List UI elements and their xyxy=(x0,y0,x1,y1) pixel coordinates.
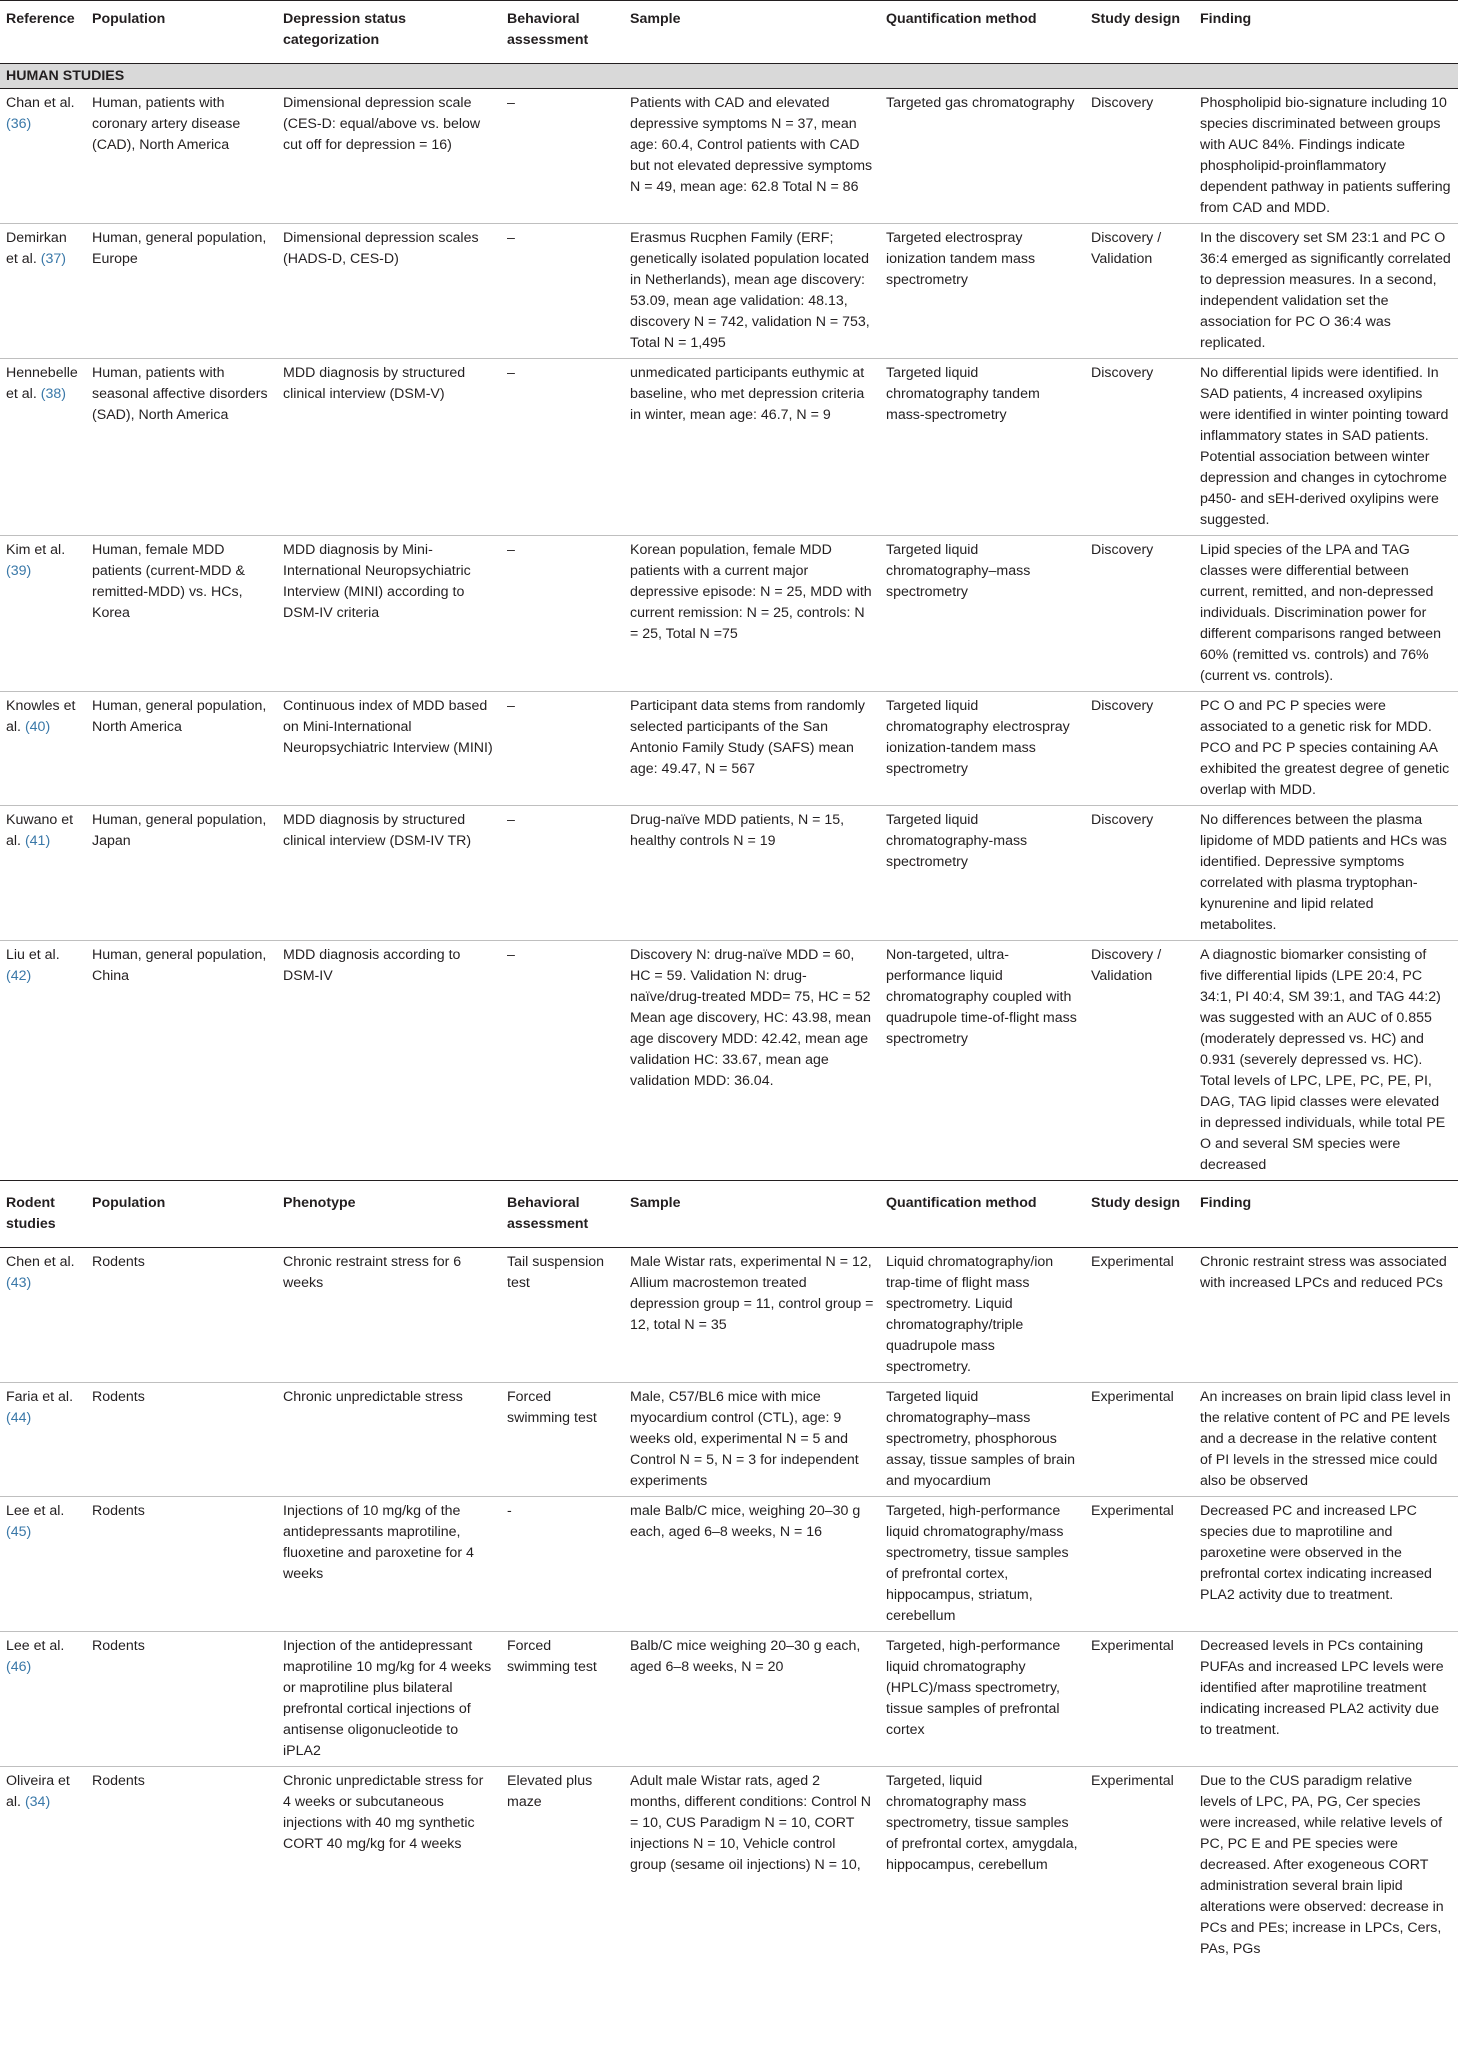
table-row xyxy=(0,536,1458,692)
cell-behavioral: - xyxy=(501,1497,624,1632)
table-row xyxy=(0,359,1458,536)
cell-author: Lee et al. xyxy=(6,1503,65,1519)
cell-categorization: Continuous index of MDD based on Mini-International Neuropsychiatric Interview (MINI) xyxy=(277,692,501,806)
cell-finding: PC O and PC P species were associated to a genetic risk for MDD. PCO and PC P species containing AA exhibited the greatest degree of genetic overlap with MDD. xyxy=(1194,692,1458,806)
cell-author: Demirkan et al. xyxy=(6,230,67,267)
cell-method: Targeted liquid chromatography–mass spectrometry xyxy=(880,536,1085,692)
cell-reference xyxy=(0,536,86,692)
table-row xyxy=(0,1248,1458,1383)
col-header-rodent-behavioral: Behavioral assessment xyxy=(501,1181,624,1248)
cell-sample: Male Wistar rats, experimental N = 12, Allium macrostemon treated depression group = 11, control group = 12, total N = 35 xyxy=(624,1248,880,1383)
cell-sample: Adult male Wistar rats, aged 2 months, different conditions: Control N = 10, CUS Paradigm N = 10, CORT injections N = 10, Vehicle control group (sesame oil injections) N = 10, xyxy=(630,1773,872,1873)
cell-sample: Patients with CAD and elevated depressive symptoms N = 37, mean age: 60.4, Control patients with CAD but not elevated depressive symptoms N = 49, mean age: 62.8 Total N = 86 xyxy=(624,89,880,224)
cell-method: Non-targeted, ultra-performance liquid chromatography coupled with quadrupole time-of-flight mass spectrometry xyxy=(886,947,1077,1047)
cell-sample: Male, C57/BL6 mice with mice myocardium control (CTL), age: 9 weeks old, experimental N = 5 and Control N = 5, N = 3 for independent experiments xyxy=(624,1383,880,1497)
cell-method: Targeted gas chromatography xyxy=(880,89,1085,224)
cell-behavioral: – xyxy=(501,806,624,941)
col-header-behavioral: Behavioral assessment xyxy=(501,1,624,64)
citation-link[interactable]: (42) xyxy=(6,968,32,984)
citation-link[interactable]: (45) xyxy=(6,1524,32,1540)
cell-categorization: Injection of the antidepressant maprotiline 10 mg/kg for 4 weeks or maprotiline plus bilateral prefrontal cortical injections of antisense oligonucleotide to iPLA2 xyxy=(277,1632,501,1767)
cell-population: Human, patients with coronary artery disease (CAD), North America xyxy=(86,89,277,224)
cell-author: Chan et al. xyxy=(6,95,75,111)
cell-population: Human, general population, Japan xyxy=(86,806,277,941)
cell-finding: Phospholipid bio-signature including 10 species discriminated between groups with AUC 84%. Findings indicate phospholipid-proinflammatory dependent pathway in patients suffering from CAD and MDD. xyxy=(1194,89,1458,224)
cell-method: Liquid chromatography/ion trap-time of flight mass spectrometry. Liquid chromatography/triple quadrupole mass spectrometry. xyxy=(880,1248,1085,1383)
citation-link[interactable]: (44) xyxy=(6,1410,32,1426)
cell-categorization: Dimensional depression scale (CES-D: equal/above vs. below cut off for depression = 16) xyxy=(277,89,501,224)
cell-behavioral: – xyxy=(501,224,624,359)
cell-method: Targeted liquid chromatography electrospray ionization-tandem mass spectrometry xyxy=(880,692,1085,806)
cell-behavioral: – xyxy=(507,947,515,963)
cell-design: Discovery xyxy=(1085,536,1194,692)
cell-population: Rodents xyxy=(86,1248,277,1383)
cell-population: Human, patients with seasonal affective disorders (SAD), North America xyxy=(86,359,277,536)
cell-behavioral: Forced swimming test xyxy=(501,1632,624,1767)
cell-finding: No differences between the plasma lipidome of MDD patients and HCs was identified. Depressive symptoms correlated with plasma tryptophan-kynurenine and lipid related metabolites. xyxy=(1194,806,1458,941)
cell-finding: Due to the CUS paradigm relative levels of LPC, PA, PG, Cer species were increased, while relative levels of PC, PC E and PE species were decreased. After exogeneous CORT administration several brain lipid alterations were observed: decrease in PCs and PEs; increase in LPCs, Cers, PAs, PGs xyxy=(1200,1773,1444,1957)
citation-link[interactable]: (40) xyxy=(24,719,51,735)
cell-design: Experimental xyxy=(1085,1383,1194,1497)
cell-sample: Participant data stems from randomly selected participants of the San Antonio Family Study (SAFS) mean age: 49.47, N = 567 xyxy=(624,692,880,806)
table-row xyxy=(0,1383,1458,1497)
cell-population: Human, general population, North America xyxy=(86,692,277,806)
cell-categorization: Injections of 10 mg/kg of the antidepressants maprotiline, fluoxetine and paroxetine for 4 weeks xyxy=(277,1497,501,1632)
cell-author: Lee et al. xyxy=(6,1638,65,1654)
cell-reference xyxy=(0,806,86,941)
cell-sample: Drug-naïve MDD patients, N = 15, healthy controls N = 19 xyxy=(624,806,880,941)
table-row xyxy=(0,941,1458,1181)
col-header-rodent-method: Quantification method xyxy=(880,1181,1085,1248)
cell-behavioral: Elevated plus maze xyxy=(507,1773,593,1810)
cell-method: Targeted, high-performance liquid chromatography/mass spectrometry, tissue samples of prefrontal cortex, hippocampus, striatum, cerebellum xyxy=(880,1497,1085,1632)
cell-author: Faria et al. xyxy=(6,1389,74,1405)
cell-design: Discovery xyxy=(1085,806,1194,941)
cell-population: Human, general population, China xyxy=(92,947,267,984)
section-row-human xyxy=(0,64,1458,89)
cell-sample: Erasmus Rucphen Family (ERF; genetically isolated population located in Netherlands), mean age discovery: 53.09, mean age validation: 48.13, discovery N = 742, validation N = 753, Total N = 1,495 xyxy=(624,224,880,359)
cell-finding: An increases on brain lipid class level in the relative content of PC and PE levels and a decrease in the relative content of PI levels in the stressed mice could also be observed xyxy=(1194,1383,1458,1497)
cell-reference xyxy=(0,1632,86,1767)
cell-behavioral: – xyxy=(501,536,624,692)
section-label: HUMAN STUDIES xyxy=(0,64,1458,89)
col-header-rodent-studies: Rodent studies xyxy=(0,1181,86,1248)
cell-reference xyxy=(0,1497,86,1632)
cell-method: Targeted liquid chromatography tandem mass-spectrometry xyxy=(880,359,1085,536)
cell-behavioral: Tail suspension test xyxy=(501,1248,624,1383)
cell-finding: Decreased PC and increased LPC species due to maprotiline and paroxetine were observed in the prefrontal cortex indicating increased PLA2 activity due to treatment. xyxy=(1194,1497,1458,1632)
cell-behavioral: – xyxy=(501,692,624,806)
citation-link[interactable]: (38) xyxy=(40,386,66,402)
cell-finding: A diagnostic biomarker consisting of five differential lipids (LPE 20:4, PC 34:1, PI 40:4, SM 39:1, and TAG 44:2) was suggested with an AUC of 0.855 (moderately depressed vs. HC) and 0.931 (severely depressed vs. HC). Total levels of LPC, LPE, PC, PE, PI, DAG, TAG lipid classes were elevated in depressed individuals, while total PE O and several SM species were decreased xyxy=(1200,947,1446,1173)
cell-author: Chen et al. xyxy=(6,1254,75,1270)
cell-sample: unmedicated participants euthymic at baseline, who met depression criteria in winter, mean age: 46.7, N = 9 xyxy=(624,359,880,536)
citation-link[interactable]: (43) xyxy=(6,1275,32,1291)
cell-categorization: Dimensional depression scales (HADS-D, CES-D) xyxy=(277,224,501,359)
cell-categorization: MDD diagnosis by Mini-International Neuropsychiatric Interview (MINI) according to DSM-IV criteria xyxy=(277,536,501,692)
table-row xyxy=(0,692,1458,806)
cell-author: Hennebelle et al. xyxy=(6,365,78,402)
cell-author: Kuwano et al. xyxy=(6,812,74,849)
col-header-population: Population xyxy=(86,1,277,64)
cell-finding: No differential lipids were identified. In SAD patients, 4 increased oxylipins were identified in winter pointing toward inflammatory states in SAD patients. Potential association between winter depression and changes in cytochrome p450- and sEH-derived oxylipins were suggested. xyxy=(1194,359,1458,536)
citation-link[interactable]: (34) xyxy=(24,1794,51,1810)
col-header-rodent-population: Population xyxy=(86,1181,277,1248)
cell-method: Targeted liquid chromatography–mass spectrometry, phosphorous assay, tissue samples of brain and myocardium xyxy=(880,1383,1085,1497)
col-header-rodent-finding: Finding xyxy=(1194,1181,1458,1248)
citation-link[interactable]: (39) xyxy=(6,563,32,579)
col-header-design: Study design xyxy=(1085,1,1194,64)
citation-link[interactable]: (37) xyxy=(40,251,66,267)
cell-population: Rodents xyxy=(92,1773,145,1789)
cell-author: Liu et al. xyxy=(6,947,60,963)
col-header-rodent-sample: Sample xyxy=(624,1181,880,1248)
table-row xyxy=(0,1767,1458,1965)
cell-categorization: Chronic unpredictable stress for 4 weeks or subcutaneous injections with 40 mg synthetic CORT 40 mg/kg for 4 weeks xyxy=(283,1773,484,1852)
cell-categorization: MDD diagnosis according to DSM-IV xyxy=(283,947,461,984)
cell-reference xyxy=(0,1248,86,1383)
rodent-header-row xyxy=(0,1181,1458,1248)
col-header-rodent-design: Study design xyxy=(1085,1181,1194,1248)
cell-categorization: Chronic restraint stress for 6 weeks xyxy=(277,1248,501,1383)
cell-finding: In the discovery set SM 23:1 and PC O 36:4 emerged as significantly correlated to depression measures. In a second, independent validation set the association for PC O 36:4 was replicated. xyxy=(1194,224,1458,359)
cell-design: Discovery xyxy=(1085,692,1194,806)
cell-sample: Korean population, female MDD patients with a current major depressive episode: N = 25, MDD with current remission: N = 25, controls: N = 25, Total N =75 xyxy=(624,536,880,692)
citation-link[interactable]: (46) xyxy=(6,1659,32,1675)
col-header-finding: Finding xyxy=(1194,1,1458,64)
col-header-sample: Sample xyxy=(624,1,880,64)
citation-link[interactable]: (41) xyxy=(24,833,51,849)
cell-behavioral: Forced swimming test xyxy=(501,1383,624,1497)
cell-method: Targeted electrospray ionization tandem mass spectrometry xyxy=(880,224,1085,359)
cell-design: Discovery xyxy=(1085,359,1194,536)
cell-behavioral: – xyxy=(501,359,624,536)
human-studies-body xyxy=(0,64,1458,1181)
cell-population: Human, general population, Europe xyxy=(86,224,277,359)
cell-population: Human, female MDD patients (current-MDD & remitted-MDD) vs. HCs, Korea xyxy=(86,536,277,692)
cell-behavioral: – xyxy=(501,89,624,224)
cell-sample: male Balb/C mice, weighing 20–30 g each, aged 6–8 weeks, N = 16 xyxy=(624,1497,880,1632)
cell-method: Targeted, high-performance liquid chromatography (HPLC)/mass spectrometry, tissue samples of prefrontal cortex xyxy=(880,1632,1085,1767)
col-header-method: Quantification method xyxy=(880,1,1085,64)
table-row xyxy=(0,89,1458,224)
rodent-studies-body xyxy=(0,1248,1458,1965)
cell-design: Discovery / Validation xyxy=(1085,224,1194,359)
cell-reference xyxy=(0,941,86,1181)
cell-reference xyxy=(0,692,86,806)
cell-population: Rodents xyxy=(86,1497,277,1632)
human-header-row xyxy=(0,1,1458,64)
cell-design: Experimental xyxy=(1085,1632,1194,1767)
cell-reference xyxy=(0,359,86,536)
cell-categorization: MDD diagnosis by structured clinical interview (DSM-V) xyxy=(277,359,501,536)
cell-reference xyxy=(0,89,86,224)
col-header-categorization: Depression status categorization xyxy=(277,1,501,64)
cell-finding: Decreased levels in PCs containing PUFAs and increased LPC levels were identified after maprotiline treatment indicating increased PLA2 activity due to treatment. xyxy=(1194,1632,1458,1767)
cell-sample: Balb/C mice weighing 20–30 g each, aged 6–8 weeks, N = 20 xyxy=(624,1632,880,1767)
cell-finding: Lipid species of the LPA and TAG classes were differential between current, remitted, and non-depressed individuals. Discrimination power for different comparisons ranged between 60% (remitted vs. controls) and 76% (current vs. controls). xyxy=(1194,536,1458,692)
cell-design: Experimental xyxy=(1085,1248,1194,1383)
cell-reference xyxy=(0,1767,86,1965)
cell-method: Targeted liquid chromatography-mass spectrometry xyxy=(880,806,1085,941)
cell-method: Targeted, liquid chromatography mass spectrometry, tissue samples of prefrontal cortex, amygdala, hippocampus, cerebellum xyxy=(886,1773,1078,1873)
cell-categorization: Chronic unpredictable stress xyxy=(277,1383,501,1497)
citation-link[interactable]: (36) xyxy=(6,116,32,132)
cell-population: Rodents xyxy=(86,1632,277,1767)
col-header-reference: Reference xyxy=(0,1,86,64)
cell-design: Discovery xyxy=(1085,89,1194,224)
rodent-header-body xyxy=(0,1181,1458,1248)
cell-design: Discovery / Validation xyxy=(1091,947,1162,984)
table-row xyxy=(0,806,1458,941)
table-row xyxy=(0,1632,1458,1767)
cell-author: Knowles et al. xyxy=(6,698,76,735)
col-header-phenotype: Phenotype xyxy=(277,1181,501,1248)
cell-finding: Chronic restraint stress was associated with increased LPCs and reduced PCs xyxy=(1194,1248,1458,1383)
cell-design: Experimental xyxy=(1091,1773,1174,1789)
cell-author: Oliveira et al. xyxy=(6,1773,70,1810)
table-row xyxy=(0,224,1458,359)
cell-population: Rodents xyxy=(86,1383,277,1497)
cell-reference xyxy=(0,1383,86,1497)
cell-sample: Discovery N: drug-naïve MDD = 60, HC = 59. Validation N: drug-naïve/drug-treated MDD= 75, HC = 52 Mean age discovery, HC: 43.98, mean age discovery MDD: 42.42, mean age validation HC: 33.67, mean age validation MDD: 36.04. xyxy=(630,947,872,1089)
cell-categorization: MDD diagnosis by structured clinical interview (DSM-IV TR) xyxy=(277,806,501,941)
table-row xyxy=(0,1497,1458,1632)
cell-design: Experimental xyxy=(1085,1497,1194,1632)
cell-author: Kim et al. xyxy=(6,542,66,558)
cell-reference xyxy=(0,224,86,359)
